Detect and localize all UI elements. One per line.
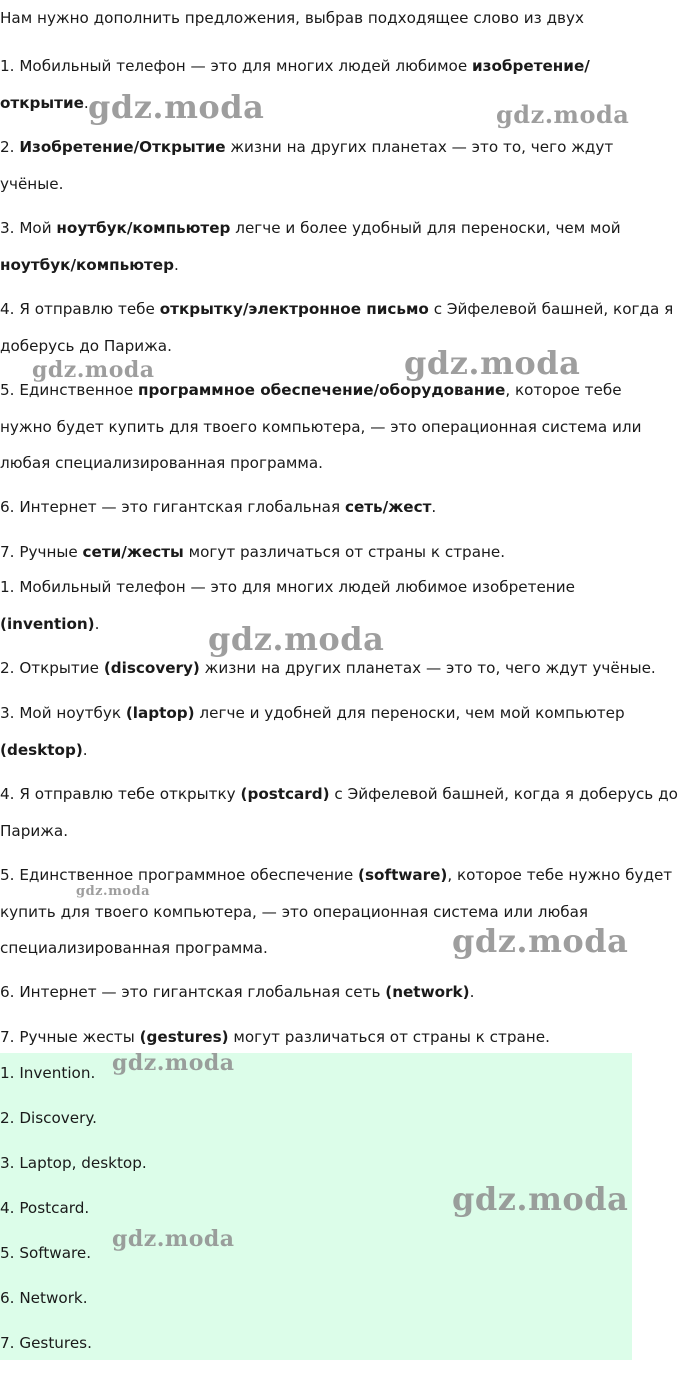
task-intro: Нам нужно дополнить предложения, выбрав подходящее слово из двух	[0, 9, 584, 27]
watermark: gdz.moda	[208, 620, 385, 658]
task-sentence-4: 4. Я отправлю тебе открытку/электронное письмо с Эйфелевой башней, когда я доберусь до Парижа.	[0, 300, 674, 355]
watermark: gdz.moda	[112, 1226, 235, 1252]
task-sentence-6: 6. Интернет — это гигантская глобальная сеть/жест.	[0, 498, 437, 516]
solution-sentence-5: 5. Единственное программное обеспечение (software), которое тебе нужно будет купить для твоего компьютера, — это операционная система или любая специализированная программа.	[0, 866, 673, 957]
task-sentence-1: 1. Мобильный телефон — это для многих людей любимое изобретение/ открытие.	[0, 57, 590, 112]
answer-box	[0, 1053, 632, 1360]
watermark: gdz.moda	[76, 884, 151, 899]
answer-6: 6. Network.	[0, 1289, 88, 1307]
solution-sentence-7: 7. Ручные жесты (gestures) могут различаться от страны к стране.	[0, 1028, 550, 1046]
watermark: gdz.moda	[496, 100, 630, 129]
task-sentence-3: 3. Мой ноутбук/компьютер легче и более удобный для переноски, чем мой ноутбук/компьютер.	[0, 219, 621, 274]
solution-sentence-4: 4. Я отправлю тебе открытку (postcard) с Эйфелевой башней, когда я доберусь до Парижа.	[0, 785, 678, 840]
watermark: gdz.moda	[88, 88, 265, 126]
watermark: gdz.moda	[32, 357, 155, 383]
answer-2: 2. Discovery.	[0, 1109, 98, 1127]
answer-3: 3. Laptop, desktop.	[0, 1154, 147, 1172]
solution-sentence-2: 2. Открытие (discovery) жизни на других планетах — это то, чего ждут учёные.	[0, 659, 656, 677]
answer-1: 1. Invention.	[0, 1064, 96, 1082]
solution-sentence-6: 6. Интернет — это гигантская глобальная сеть (network).	[0, 983, 475, 1001]
answer-5: 5. Software.	[0, 1244, 92, 1262]
solution-sentence-1: 1. Мобильный телефон — это для многих людей любимое изобретение (invention).	[0, 578, 575, 633]
answer-7: 7. Gestures.	[0, 1334, 92, 1352]
watermark: gdz.moda	[404, 344, 581, 382]
task-sentence-5: 5. Единственное программное обеспечение/оборудование, которое тебе нужно будет купить для твоего компьютера, — это операционная система или любая специализированная программа.	[0, 381, 642, 472]
task-sentence-7: 7. Ручные сети/жесты могут различаться от страны к стране.	[0, 543, 506, 561]
task-sentence-2: 2. Изобретение/Открытие жизни на других планетах — это то, чего ждут учёные.	[0, 138, 614, 193]
answer-4: 4. Postcard.	[0, 1199, 90, 1217]
solution-sentence-3: 3. Мой ноутбук (laptop) легче и удобней для переноски, чем мой компьютер (desktop).	[0, 704, 625, 759]
watermark: gdz.moda	[452, 922, 629, 960]
watermark: gdz.moda	[452, 1180, 629, 1218]
watermark: gdz.moda	[112, 1050, 235, 1076]
